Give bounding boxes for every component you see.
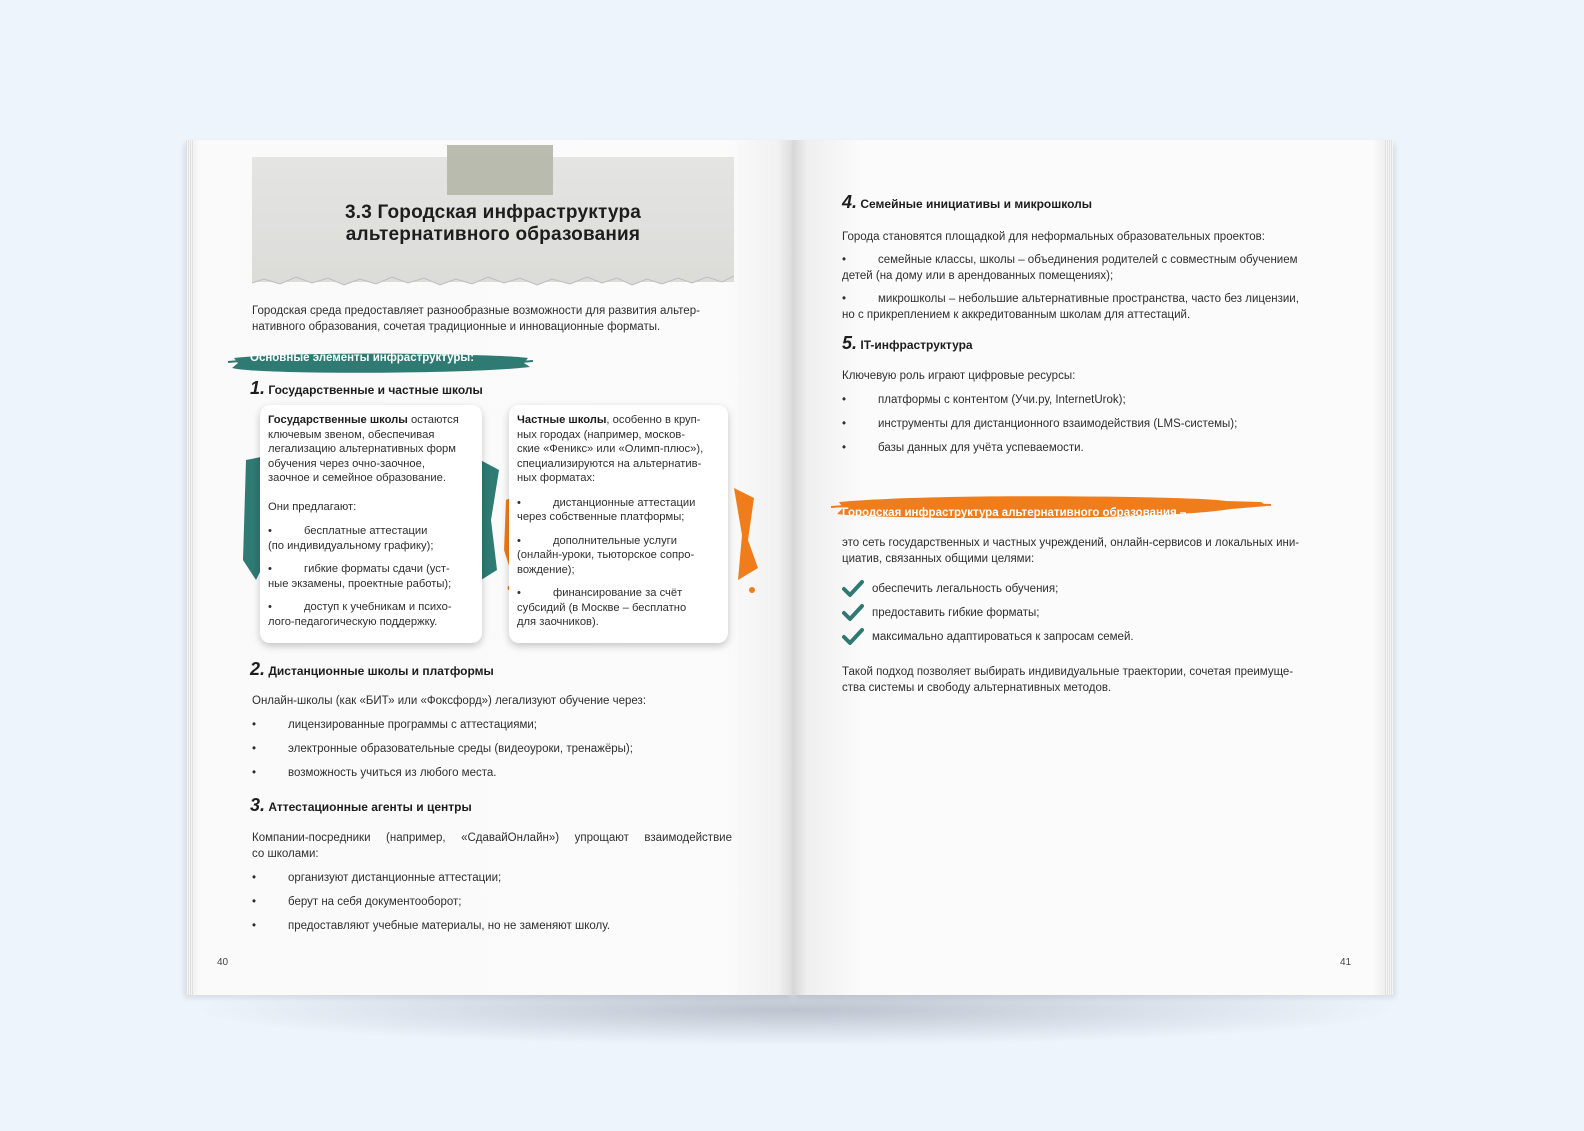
section2-intro: Онлайн-школы (как «БИТ» или «Фоксфорд») легализуют обучение через:: [252, 695, 647, 707]
section2-title: Дистанционные школы и платформы: [268, 664, 494, 678]
private-bullet-3-l1: финансирование за счёт: [553, 587, 683, 599]
section3-body: [252, 830, 732, 934]
section3-item-3: • предоставляют учебные материалы, но не заменяют школу.: [252, 920, 611, 932]
private-card-text-5: ных форматах:: [517, 472, 596, 484]
section5-title: IT-инфраструктура: [860, 338, 973, 352]
state-bullet-3: • доступ к учебникам и психо- лого-педагогическую поддержку.: [268, 600, 474, 629]
state-bullet-1-l1: бесплатные аттестации: [304, 525, 428, 537]
section5-intro: Ключевую роль играют цифровые ресурсы:: [842, 370, 1076, 382]
section2-number: 2.: [250, 659, 266, 679]
definition-label: Городская инфраструктура альтернативного образования –: [842, 507, 1187, 519]
section4-bullet-2-l2: но с прикреплением к аккредитованным школам для аттестаций.: [842, 309, 1191, 321]
elements-label: Основные элементы инфраструктуры:: [250, 352, 475, 364]
state-bullet-3-l1: доступ к учебникам и психо-: [304, 601, 452, 613]
private-bullet-3: • финансирование за счёт субсидий (в Москве – бесплатно для заочников).: [517, 586, 720, 630]
page-number-left: 40: [217, 957, 229, 968]
goals-checklist: [842, 580, 1342, 646]
right-page: [793, 140, 1393, 995]
section3-item-2: • берут на себя документооборот;: [252, 896, 462, 908]
section3-intro-1: Компании-посредники (например, «СдавайОнлайн») упрощают взаимодействие: [252, 832, 732, 844]
state-bullet-2-l1: гибкие форматы сдачи (уст-: [304, 563, 450, 575]
definition-line-2: циатив, связанных общими целями:: [842, 553, 1035, 565]
check-item-3: [842, 628, 1342, 646]
section5-item-3: • базы данных для учёта успеваемости.: [842, 442, 1084, 454]
private-bullet-1-l2: через собственные платформы;: [517, 511, 685, 523]
state-card-text-3: легализацию альтернативных форм: [268, 443, 456, 455]
state-card-text-4: обучения через очно-заочное,: [268, 457, 425, 470]
section2-item-2-text: электронные образовательные среды (видеоуроки, тренажёры);: [288, 743, 633, 755]
private-bullet-1-l1: дистанционные аттестации: [553, 496, 696, 509]
conclusion-line-2: ства системы и свободу альтернативных методов.: [842, 682, 1112, 694]
section5-item-1: • платформы с контентом (Учи.ру, InternetUrok);: [842, 394, 1126, 406]
section4-bullet-2: • микрошколы – небольшие альтернативные пространства, часто без лицензии, но с прикреплением к аккредитованным школам для аттестаций.: [842, 291, 1342, 323]
checkmark-icon: [842, 604, 864, 622]
private-card-text-2: ных городах (например, москов-: [517, 428, 686, 441]
section1-heading: [250, 378, 483, 399]
state-bullet-3-l2: лого-педагогическую поддержку.: [268, 615, 438, 628]
section2-body: [252, 693, 742, 781]
section2-heading: [250, 659, 494, 680]
section2-item-2: • электронные образовательные среды (видеоуроки, тренажёры);: [252, 743, 633, 755]
state-card-bold: Государственные школы: [268, 414, 408, 426]
section1-title: Государственные и частные школы: [268, 383, 483, 397]
section2-item-3-text: возможность учиться из любого места.: [288, 767, 497, 779]
torn-paper-edge: [252, 268, 734, 290]
section5-number: 5.: [842, 333, 858, 353]
check-item-2-text: предоставить гибкие форматы;: [872, 607, 1040, 619]
page-title: [252, 202, 734, 246]
section4-body: [842, 229, 1342, 323]
state-card-text-2: ключевым звеном, обеспечивая: [268, 428, 435, 441]
private-bullet-2-l2: (онлайн-уроки, тьюторское сопро-: [517, 549, 695, 561]
state-bullet-2: • гибкие форматы сдачи (уст- ные экзамены, проектные работы);: [268, 562, 474, 591]
section4-intro: Города становятся площадкой для неформальных образовательных проектов:: [842, 231, 1265, 243]
private-card-bold: Частные школы: [517, 414, 607, 426]
private-card-text-1: , особенно в круп-: [606, 414, 701, 426]
conclusion-line-1: Такой подход позволяет выбирать индивидуальные траектории, сочетая преимуще-: [842, 666, 1294, 678]
check-item-2: [842, 604, 1342, 622]
section4-bullet-1: • семейные классы, школы – объединения родителей с совместным обучением детей (на дому или в арендованных помещениях);: [842, 252, 1342, 284]
section4-heading: [842, 192, 1092, 213]
private-card-text-3: ские «Феникс» или «Олимп-плюс»),: [517, 443, 704, 455]
section2-item-1-text: лицензированные программы с аттестациями;: [288, 719, 537, 731]
section4-number: 4.: [842, 192, 858, 212]
title-line-1: 3.3 Городская инфраструктура: [344, 202, 642, 223]
state-card-text-5: заочное и семейное образование.: [268, 472, 446, 484]
conclusion-paragraph: [842, 664, 1342, 696]
left-page: [186, 140, 793, 995]
section4-title: Семейные инициативы и микрошколы: [860, 197, 1092, 211]
section5-heading: [842, 333, 973, 354]
checkmark-icon: [842, 628, 864, 646]
section5-item-1-text: платформы с контентом (Учи.ру, InternetUrok);: [878, 394, 1126, 406]
page-edge-left: [186, 140, 194, 995]
section2-item-3: • возможность учиться из любого места.: [252, 767, 497, 779]
private-bullet-2-l1: дополнительные услуги: [553, 534, 678, 547]
section3-item-2-text: берут на себя документооборот;: [288, 896, 462, 908]
section5-item-2: • инструменты для дистанционного взаимодействия (LMS-системы);: [842, 418, 1238, 430]
section5-item-3-text: базы данных для учёта успеваемости.: [878, 442, 1084, 454]
section2-item-1: • лицензированные программы с аттестациями;: [252, 719, 537, 731]
private-bullet-3-l2: субсидий (в Москве – бесплатно: [517, 601, 687, 614]
section5-body: [842, 368, 1342, 456]
section3-item-1-text: организуют дистанционные аттестации;: [288, 872, 502, 884]
section3-title: Аттестационные агенты и центры: [268, 800, 472, 814]
intro-paragraph: [252, 303, 742, 335]
section1-number: 1.: [250, 378, 266, 398]
intro-line-2: нативного образования, сочетая традиционные и инновационные форматы.: [252, 321, 661, 333]
check-item-1-text: обеспечить легальность обучения;: [872, 583, 1059, 595]
state-schools-card: [260, 405, 482, 643]
private-bullet-3-l3: для заочников).: [517, 616, 599, 628]
check-item-1: [842, 580, 1342, 598]
intro-line-1: Городская среда предоставляет разнообразные возможности для развития альтер-: [252, 305, 700, 317]
private-bullet-2: • дополнительные услуги (онлайн-уроки, тьюторское сопро- вождение);: [517, 534, 720, 578]
private-bullet-2-l3: вождение);: [517, 563, 575, 576]
definition-line-1: это сеть государственных и частных учреждений, онлайн-сервисов и локальных ини-: [842, 537, 1300, 549]
tape-strip: [447, 145, 553, 195]
section3-item-1: • организуют дистанционные аттестации;: [252, 872, 502, 884]
definition-body: [842, 535, 1342, 567]
section4-bullet-1-l1: семейные классы, школы – объединения родителей с совместным обучением: [878, 254, 1298, 266]
section4-bullet-2-l1: микрошколы – небольшие альтернативные пространства, часто без лицензии,: [878, 293, 1299, 305]
private-schools-card: [509, 405, 728, 643]
page-number-right: 41: [1340, 957, 1352, 968]
section3-heading: [250, 795, 472, 816]
state-card-text-1: остаются: [407, 414, 459, 426]
page-edge-right: [1385, 140, 1393, 995]
section4-bullet-1-l2: детей (на дому или в арендованных помещениях);: [842, 270, 1114, 282]
state-card-offer: Они предлагают:: [268, 500, 357, 513]
section3-number: 3.: [250, 795, 266, 815]
section3-item-3-text: предоставляют учебные материалы, но не заменяют школу.: [288, 920, 611, 932]
title-line-2: альтернативного образования: [345, 224, 641, 245]
checkmark-icon: [842, 580, 864, 598]
state-bullet-2-l2: ные экзамены, проектные работы);: [268, 577, 452, 590]
check-item-3-text: максимально адаптироваться к запросам семей.: [872, 631, 1134, 643]
private-bullet-1: • дистанционные аттестации через собственные платформы;: [517, 496, 720, 525]
private-card-text-4: специализируются на альтернатив-: [517, 457, 702, 470]
state-bullet-1-l2: (по индивидуальному графику);: [268, 539, 434, 552]
section3-intro-2: со школами:: [252, 848, 319, 860]
section5-item-2-text: инструменты для дистанционного взаимодействия (LMS-системы);: [878, 418, 1238, 430]
state-bullet-1: • бесплатные аттестации (по индивидуальному графику);: [268, 524, 474, 553]
